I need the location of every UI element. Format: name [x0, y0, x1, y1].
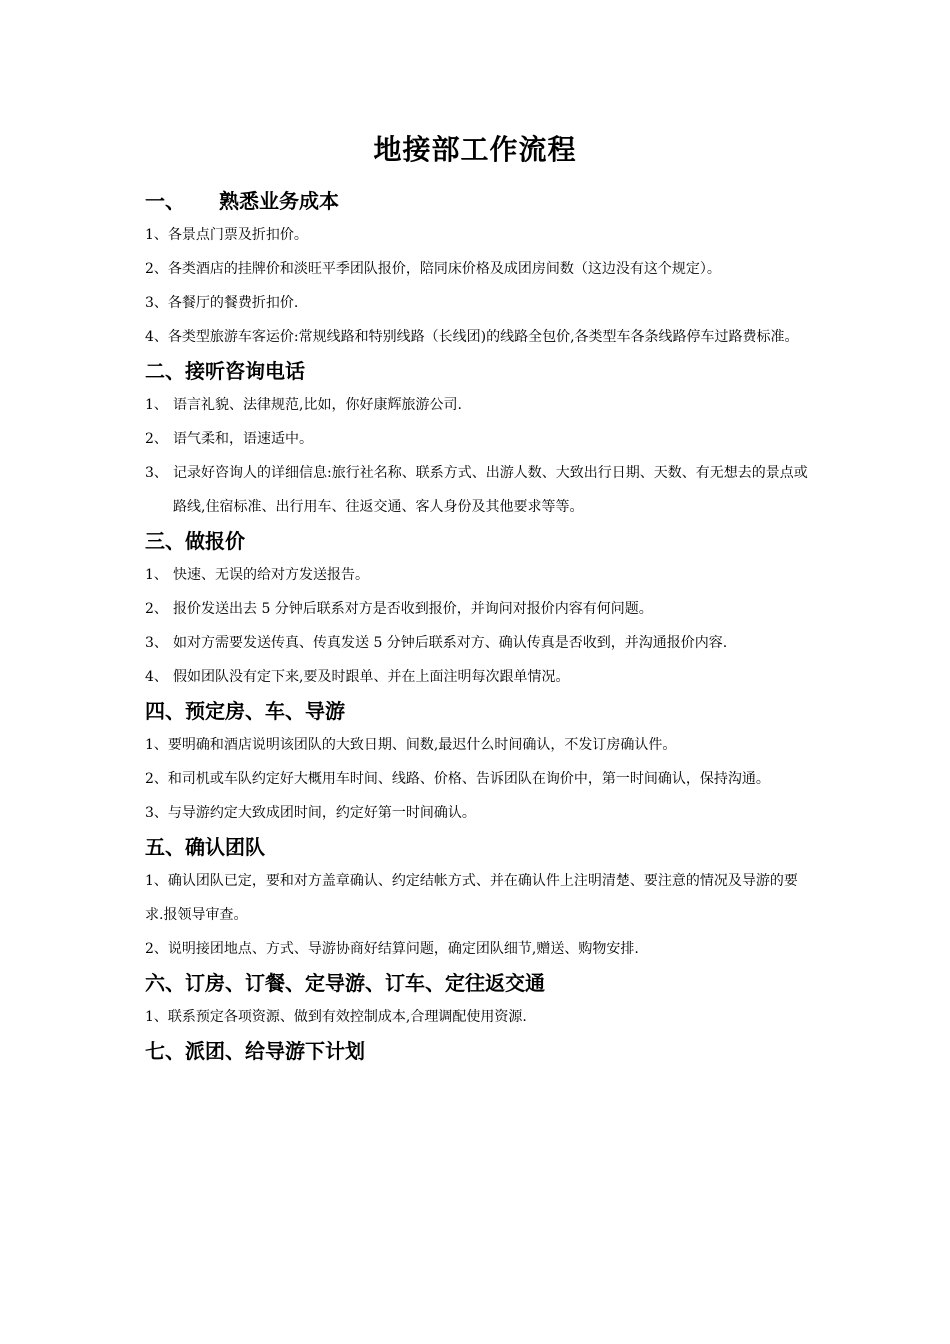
list-item-number: 4、 [145, 669, 168, 685]
list-item-text: 报价发送出去 5 分钟后联系对方是否收到报价，并询问对报价内容有何问题。 [173, 601, 653, 617]
section-quotation [145, 524, 813, 694]
list-item-text: 语言礼貌、法律规范,比如，你好康辉旅游公司. [173, 397, 462, 413]
list-item: 3、各餐厅的餐费折扣价. [145, 295, 299, 311]
list-item: 1、各景点门票及折扣价。 [145, 227, 308, 243]
list-item [145, 626, 813, 660]
section-heading: 六、订房、订餐、定导游、订车、定往返交通 [145, 971, 545, 995]
list-item-text: 记录好咨询人的详细信息:旅行社名称、联系方式、出游人数、大致出行日期、天数、有无想去的景点或路线,住宿标准、出行用车、往返交通、客人身份及其他要求等等。 [173, 465, 808, 515]
list-item [145, 592, 813, 626]
list-item-text: 假如团队没有定下来,要及时跟单、并在上面注明每次跟单情况。 [173, 669, 570, 685]
list-item [145, 660, 813, 694]
section-heading-number: 一、 [145, 189, 185, 213]
list-item: 4、各类型旅游车客运价:常规线路和特别线路（长线团)的线路全包价,各类型车各条线路停车过路费标准。 [145, 329, 799, 345]
section-heading: 四、预定房、车、导游 [145, 699, 345, 723]
list-item-number: 1、 [145, 567, 168, 583]
section-booking [145, 694, 813, 830]
section-phone-inquiries [145, 354, 813, 524]
list-item [145, 456, 813, 524]
list-item: 2、说明接团地点、方式、导游协商好结算问题，确定团队细节,赠送、购物安排. [145, 941, 639, 957]
section-confirm-group [145, 830, 813, 966]
list-item: 3、与导游约定大致成团时间，约定好第一时间确认。 [145, 805, 476, 821]
section-dispatch [145, 1034, 813, 1068]
section-business-costs [145, 184, 813, 354]
list-item: 2、各类酒店的挂牌价和淡旺平季团队报价，陪同床价格及成团房间数（这边没有这个规定）。 [145, 261, 721, 277]
list-item: 1、要明确和酒店说明该团队的大致日期、间数,最迟什么时间确认，不发订房确认件。 [145, 737, 677, 753]
list-item-number: 2、 [145, 601, 168, 617]
section-heading: 三、做报价 [145, 529, 245, 553]
list-item: 1、确认团队已定，要和对方盖章确认、约定结帐方式、并在确认件上注明清楚、要注意的情况及导游的要求.报领导审查。 [145, 873, 798, 923]
list-item [145, 388, 813, 422]
section-heading [145, 184, 813, 218]
document-body [145, 184, 813, 1068]
document-title: 地接部工作流程 [373, 133, 577, 166]
list-item-text: 语气柔和，语速适中。 [173, 431, 313, 447]
section-reservations [145, 966, 813, 1034]
section-heading-text: 熟悉业务成本 [219, 189, 339, 213]
list-item-text: 如对方需要发送传真、传真发送 5 分钟后联系对方、确认传真是否收到，并沟通报价内容. [173, 635, 728, 651]
list-item-number: 3、 [145, 635, 168, 651]
list-item: 1、联系预定各项资源、做到有效控制成本,合理调配使用资源. [145, 1009, 527, 1025]
list-item-text: 快速、无误的给对方发送报告。 [173, 567, 369, 583]
list-item: 2、和司机或车队约定好大概用车时间、线路、价格、告诉团队在询价中，第一时间确认，保持沟通。 [145, 771, 770, 787]
list-item [145, 422, 813, 456]
section-heading: 七、派团、给导游下计划 [145, 1039, 365, 1063]
section-heading: 五、确认团队 [145, 835, 265, 859]
list-item [145, 558, 813, 592]
list-item-number: 1、 [145, 397, 168, 413]
section-heading: 二、接听咨询电话 [145, 359, 305, 383]
list-item-number: 2、 [145, 431, 168, 447]
list-item-number: 3、 [145, 465, 168, 481]
